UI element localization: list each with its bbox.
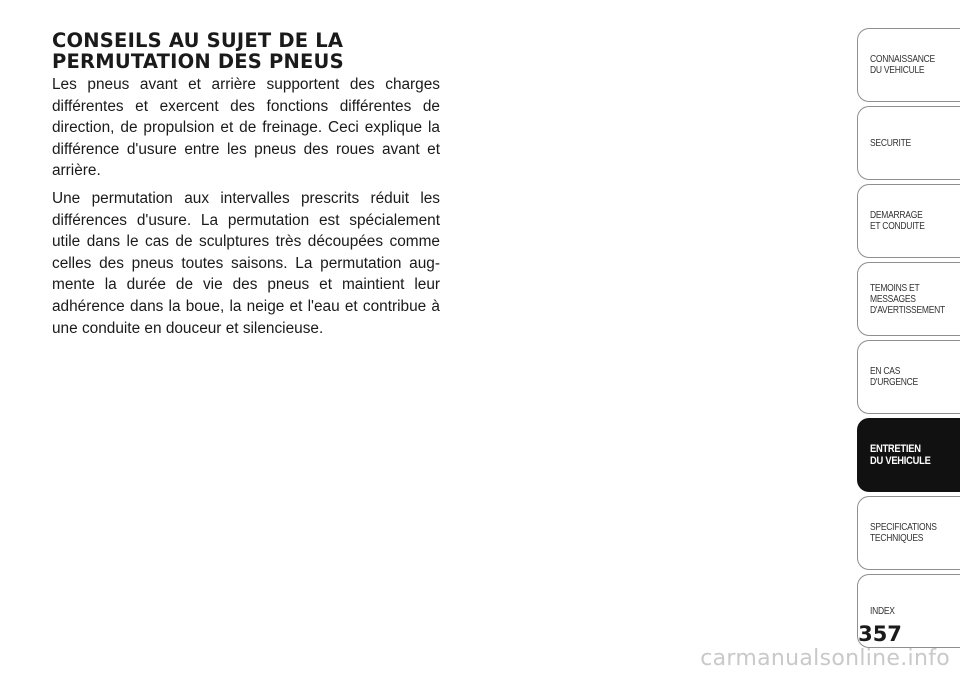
tab-entretien-du-vehicule[interactable] — [857, 418, 960, 492]
tab-temoins-et-messages[interactable] — [857, 262, 960, 336]
page-number: 357 — [858, 622, 902, 646]
tab-specifications-techniques[interactable] — [857, 496, 960, 570]
tab-label: SECURITE — [870, 137, 911, 149]
tab-label: DEMARRAGE ET CONDUITE — [870, 210, 925, 232]
tab-label: TEMOINS ET MESSAGES D'AVERTISSEMENT — [870, 282, 945, 316]
tab-label: EN CAS D'URGENCE — [870, 366, 918, 388]
paragraph-1: Les pneus avant et arrière supportent des charges différentes et exercent des fonctions différentes de direction, de propulsion et de freinage. Ceci explique la différence d'usure entre les pneus des roues avant et arrière. — [52, 76, 440, 180]
main-content — [52, 30, 440, 345]
tab-securite[interactable] — [857, 106, 960, 180]
chapter-tabs — [857, 28, 960, 652]
tab-label: INDEX — [870, 605, 895, 617]
tab-demarrage-et-conduite[interactable] — [857, 184, 960, 258]
section-title: CONSEILS AU SUJET DE LA PERMUTATION DES PNEUS — [52, 29, 344, 73]
paragraph-2: Une permutation aux intervalles prescrits réduit les différences d'usure. La permutation est spécialement utile dans le cas de sculptures très découpées comme celles des pneus toutes saisons. La permutation aug-mente la durée de vie des pneus et maintient leur adhérence dans la boue, la neige et l'eau et contribue à une conduite en douceur et silencieuse. — [52, 189, 440, 337]
tab-connaissance-du-vehicule[interactable] — [857, 28, 960, 102]
tab-label: CONNAISSANCE DU VEHICULE — [870, 54, 935, 76]
tab-en-cas-d-urgence[interactable] — [857, 340, 960, 414]
watermark: carmanualsonline.info — [700, 646, 950, 671]
tab-label: SPECIFICATIONS TECHNIQUES — [870, 522, 937, 544]
tab-label: ENTRETIEN DU VEHICULE — [870, 443, 931, 467]
